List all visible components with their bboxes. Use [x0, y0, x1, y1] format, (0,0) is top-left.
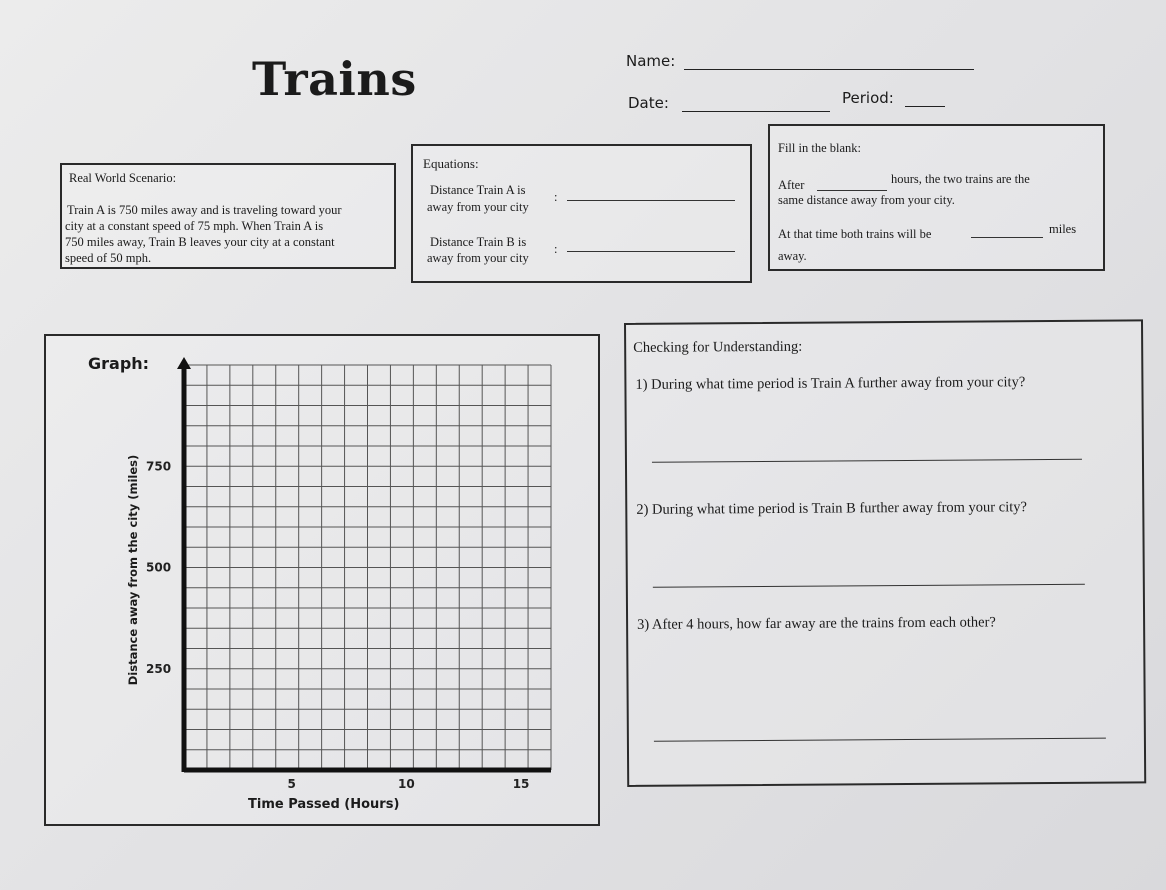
colon: : [554, 190, 558, 204]
hours-text: hours, the two trains are the [891, 172, 1030, 186]
scenario-line: speed of 50 mph. [65, 251, 152, 265]
scenario-box [60, 163, 396, 269]
y-tick-label: 500 [146, 560, 172, 575]
at-that-time-text: At that time both trains will be [778, 227, 932, 241]
question-1: 1) During what time period is Train A further away from your city? [635, 374, 1026, 393]
name-blank[interactable] [684, 55, 974, 70]
period-field[interactable] [842, 89, 945, 107]
after-text: After [778, 178, 805, 192]
question-3: 3) After 4 hours, how far away are the trains from each other? [637, 614, 996, 633]
equation-b-blank[interactable] [567, 251, 735, 252]
name-label: Name: [626, 52, 676, 70]
equation-b-label: Distance Train B is [430, 235, 527, 249]
x-tick-label: 5 [287, 777, 296, 791]
y-tick-label: 750 [146, 459, 172, 474]
scenario-line: city at a constant speed of 75 mph. When Train A is [65, 219, 324, 233]
fill-blank-box [768, 124, 1105, 271]
period-blank[interactable] [905, 92, 945, 107]
equation-a-label: Distance Train A is [430, 183, 526, 197]
date-field[interactable] [628, 94, 830, 112]
y-tick-label: 250 [146, 661, 172, 676]
x-tick-label: 15 [512, 777, 530, 791]
miles-blank[interactable] [971, 237, 1043, 238]
away-text: away. [778, 249, 807, 263]
hours-blank[interactable] [817, 190, 887, 191]
y-axis-arrow-icon [177, 357, 191, 369]
colon: : [554, 242, 558, 256]
date-label: Date: [628, 94, 669, 112]
fill-blank-heading: Fill in the blank: [778, 141, 861, 155]
x-tick-label: 10 [398, 777, 415, 791]
scenario-heading: Real World Scenario: [69, 171, 177, 185]
graph-label: Graph: [88, 354, 150, 373]
graph-grid[interactable] [100, 355, 570, 795]
period-label: Period: [842, 89, 894, 107]
x-axis-label: Time Passed (Hours) [248, 797, 400, 812]
checking-heading: Checking for Understanding: [633, 338, 803, 356]
miles-text: miles [1049, 222, 1077, 236]
answer-line-1[interactable] [652, 459, 1082, 463]
y-axis-label: Distance away from the city (miles) [126, 454, 140, 686]
equation-a-label: away from your city [427, 200, 529, 214]
equation-a-blank[interactable] [567, 200, 735, 201]
same-distance-text: same distance away from your city. [778, 193, 955, 207]
answer-line-2[interactable] [653, 584, 1085, 588]
name-field[interactable] [626, 52, 974, 70]
scenario-line: 750 miles away, Train B leaves your city at a constant [65, 235, 335, 249]
equations-box [411, 144, 752, 283]
question-2: 2) During what time period is Train B further away from your city? [636, 499, 1027, 518]
worksheet-title: Trains [252, 52, 417, 106]
equations-heading: Equations: [423, 156, 479, 171]
scenario-line: Train A is 750 miles away and is traveling toward your [67, 203, 342, 217]
equation-b-label: away from your city [427, 251, 529, 265]
date-blank[interactable] [682, 97, 830, 112]
checking-box [624, 319, 1146, 787]
answer-line-3[interactable] [654, 738, 1106, 742]
